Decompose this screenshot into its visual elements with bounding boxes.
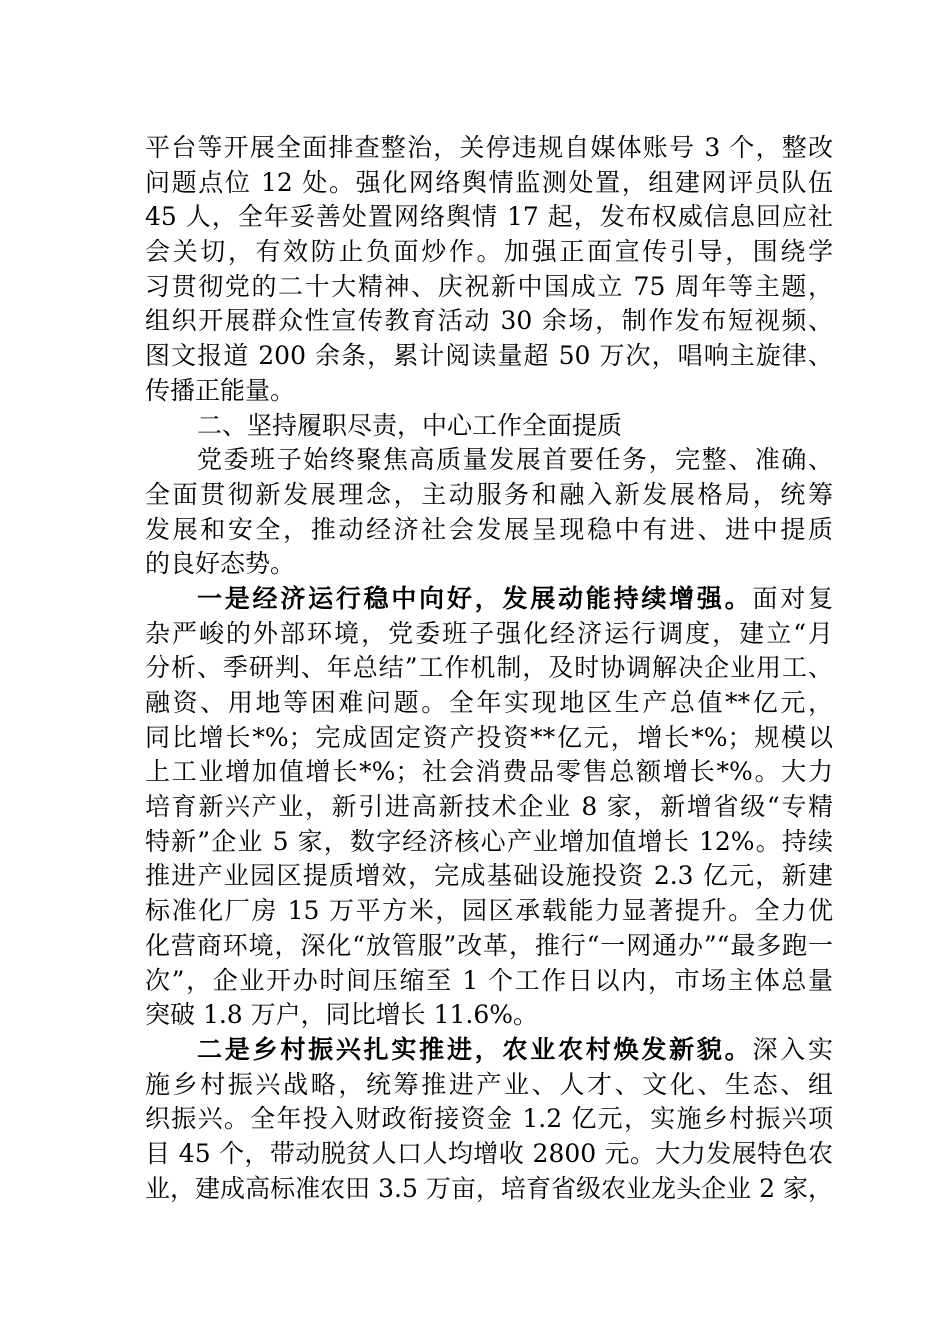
text-line xyxy=(145,859,833,894)
line-text: 问题点位 12 处。强化网络舆情监测处置，组建网评员队伍 xyxy=(145,167,833,197)
line-text: 上工业增加值增长*%；社会消费品零售总额增长*%。大力 xyxy=(145,757,833,787)
text-line xyxy=(145,721,833,756)
line-text: 化营商环境，深化“放管服”改革，推行“一网通办”“最多跑一 xyxy=(145,930,833,960)
bold-lead-sentence: 二是乡村振兴扎实推进，农业农村焕发新貌。 xyxy=(197,1034,753,1064)
text-line xyxy=(145,790,833,825)
document-page xyxy=(145,131,833,1206)
paragraph xyxy=(145,582,833,1033)
line-text: 培育新兴产业，新引进高新技术企业 8 家，新增省级“专精 xyxy=(145,792,833,822)
text-line xyxy=(145,1068,833,1103)
text-line xyxy=(145,1137,833,1172)
line-text: 深入实 xyxy=(752,1034,833,1064)
text-line xyxy=(145,651,833,686)
text-line xyxy=(145,270,833,305)
paragraph xyxy=(145,1033,833,1206)
text-line xyxy=(145,582,833,617)
line-text: 次”，企业开办时间压缩至 1 个工作日以内，市场主体总量 xyxy=(145,965,833,995)
text-line xyxy=(145,686,833,721)
line-text: 的良好态势。 xyxy=(145,549,296,579)
line-text: 二、坚持履职尽责，中心工作全面提质 xyxy=(197,410,623,440)
text-line xyxy=(145,339,833,374)
line-text: 目 45 个，带动脱贫人口人均增收 2800 元。大力发展特色农 xyxy=(145,1138,833,1168)
text-line xyxy=(145,166,833,201)
line-text: 全面贯彻新发展理念，主动服务和融入新发展格局，统筹 xyxy=(145,479,833,509)
line-text: 业，建成高标准农田 3.5 万亩，培育省级农业龙头企业 2 家， xyxy=(145,1173,833,1203)
text-line xyxy=(145,1172,833,1207)
text-line xyxy=(145,547,833,582)
text-line xyxy=(145,755,833,790)
paragraph xyxy=(145,443,833,582)
line-text: 传播正能量。 xyxy=(145,375,296,405)
text-line xyxy=(145,998,833,1033)
line-text: 45 人，全年妥善处置网络舆情 17 起，发布权威信息回应社 xyxy=(145,202,833,232)
line-text: 面对复 xyxy=(752,583,833,613)
line-text: 党委班子始终聚焦高质量发展首要任务，完整、准确、 xyxy=(197,445,833,475)
text-line xyxy=(145,964,833,999)
text-line xyxy=(145,304,833,339)
line-text: 织振兴。全年投入财政衔接资金 1.2 亿元，实施乡村振兴项 xyxy=(145,1104,833,1134)
text-line xyxy=(145,825,833,860)
line-text: 发展和安全，推动经济社会发展呈现稳中有进、进中提质 xyxy=(145,514,833,544)
line-text: 推进产业园区提质增效，完成基础设施投资 2.3 亿元，新建 xyxy=(145,861,833,891)
line-text: 施乡村振兴战略，统筹推进产业、人才、文化、生态、组 xyxy=(145,1069,833,1099)
line-text: 同比增长*%；完成固定资产投资**亿元，增长*%；规模以 xyxy=(145,722,833,752)
text-line xyxy=(145,513,833,548)
text-line xyxy=(145,200,833,235)
line-text: 突破 1.8 万户，同比增长 11.6%。 xyxy=(145,1000,539,1030)
line-text: 会关切，有效防止负面炒作。加强正面宣传引导，围绕学 xyxy=(145,237,833,267)
line-text: 分析、季研判、年总结”工作机制，及时协调解决企业用工、 xyxy=(145,653,833,683)
text-line xyxy=(145,478,833,513)
text-line xyxy=(145,929,833,964)
text-line xyxy=(145,131,833,166)
line-text: 习贯彻党的二十大精神、庆祝新中国成立 75 周年等主题， xyxy=(145,271,833,301)
text-line xyxy=(145,1102,833,1137)
bold-lead-sentence: 一是经济运行稳中向好，发展动能持续增强。 xyxy=(197,583,753,613)
line-text: 平台等开展全面排查整治，关停违规自媒体账号 3 个，整改 xyxy=(145,133,833,162)
line-text: 特新”企业 5 家，数字经济核心产业增加值增长 12%。持续 xyxy=(145,826,833,856)
text-line xyxy=(145,617,833,652)
paragraph xyxy=(145,131,833,409)
line-text: 融资、用地等困难问题。全年实现地区生产总值**亿元， xyxy=(145,688,833,717)
line-text: 组织开展群众性宣传教育活动 30 余场，制作发布短视频、 xyxy=(145,306,833,336)
text-line xyxy=(145,374,833,409)
text-line xyxy=(145,235,833,270)
text-line xyxy=(145,443,833,478)
text-line xyxy=(145,409,833,444)
text-line xyxy=(145,1033,833,1068)
line-text: 图文报道 200 余条，累计阅读量超 50 万次，唱响主旋律、 xyxy=(145,341,833,371)
text-line xyxy=(145,894,833,929)
section-heading xyxy=(145,409,833,444)
line-text: 杂严峻的外部环境，党委班子强化经济运行调度，建立“月 xyxy=(145,618,833,648)
line-text: 标准化厂房 15 万平方米，园区承载能力显著提升。全力优 xyxy=(145,896,833,926)
